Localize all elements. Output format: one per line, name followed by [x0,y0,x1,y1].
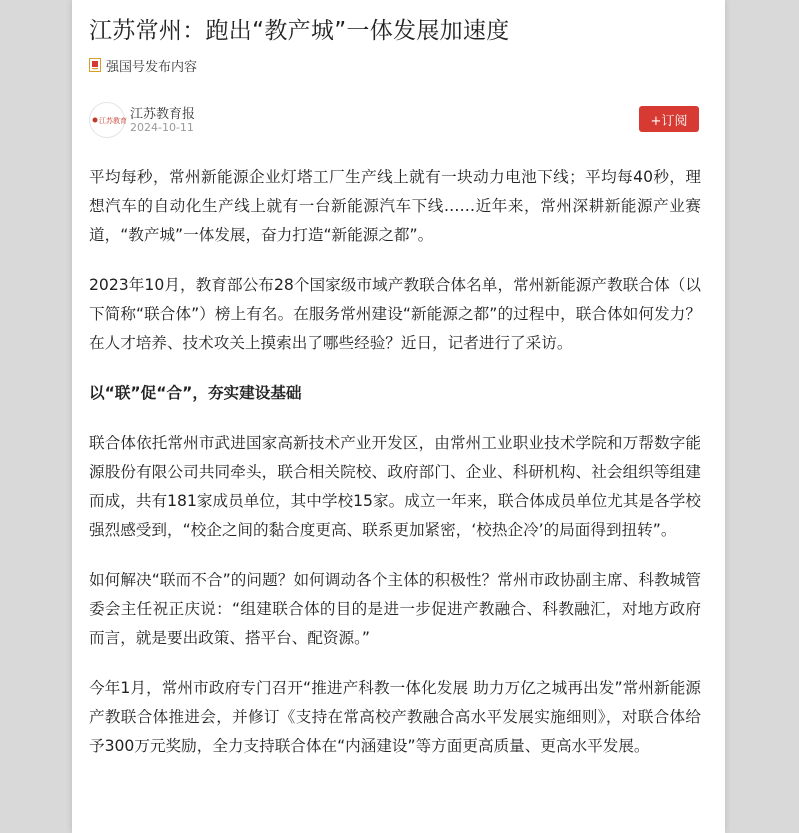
paragraph: 联合体依托常州市武进国家高新技术产业开发区，由常州工业职业技术学院和万帮数字能源股份有限公司共同牵头，联合相关院校、政府部门、企业、科研机构、社会组织等组建而成，共有181家成员单位，其中学校15家。成立一年来，联合体成员单位尤其是各学校强烈感受到，“校企之间的黏合度更高、联系更加紧密，‘校热企冷’的局面得到扭转”。 [89,434,701,539]
avatar[interactable] [89,102,125,138]
article-page [72,0,725,833]
paragraph: 2023年10月，教育部公布28个国家级市域产教联合体名单，常州新能源产教联合体（以下简称“联合体”）榜上有名。在服务常州建设“新能源之都”的过程中，联合体如何发力？在人才培养、技术攻关上摸索出了哪些经验？近日，记者进行了采访。 [89,276,701,352]
article-title: 江苏常州：跑出“教产城”一体发展加速度 [89,18,510,44]
source-row [89,56,197,74]
svg-text:江苏教育: 江苏教育 [99,117,127,125]
paragraph: 平均每秒，常州新能源企业灯塔工厂生产线上就有一块动力电池下线；平均每40秒，理想汽车的自动化生产线上就有一台新能源汽车下线……近年来，常州深耕新能源产业赛道，“教产城”一体发展，奋力打造“新能源之都”。 [89,168,701,244]
paragraph: 今年1月，常州市政府专门召开“推进产科教一体化发展 助力万亿之城再出发”常州新能源产教联合体推进会，并修订《支持在常高校产教融合高水平发展实施细则》，对联合体给予300万元奖励，全力支持联合体在“内涵建设”等方面更高质量、更高水平发展。 [89,679,701,755]
author-name[interactable]: 江苏教育报 [130,107,196,122]
publisher-logo-icon [92,115,127,125]
author-block [89,102,709,138]
paragraph: 如何解决“联而不合”的问题？如何调动各个主体的积极性？常州市政协副主席、科教城管委会主任祝正庆说：“组建联合体的目的是进一步促进产教融合、科教融汇，对地方政府而言，就是要出政策、搭平台、配资源。” [89,571,701,647]
subscribe-button[interactable]: +订阅 [639,106,699,132]
badge-icon [89,58,101,72]
source-label: 强国号发布内容 [106,59,198,75]
article-body [89,163,701,782]
section-heading: 以“联”促“合”，夯实建设基础 [89,384,302,402]
publish-date: 2024-10-11 [130,121,194,134]
